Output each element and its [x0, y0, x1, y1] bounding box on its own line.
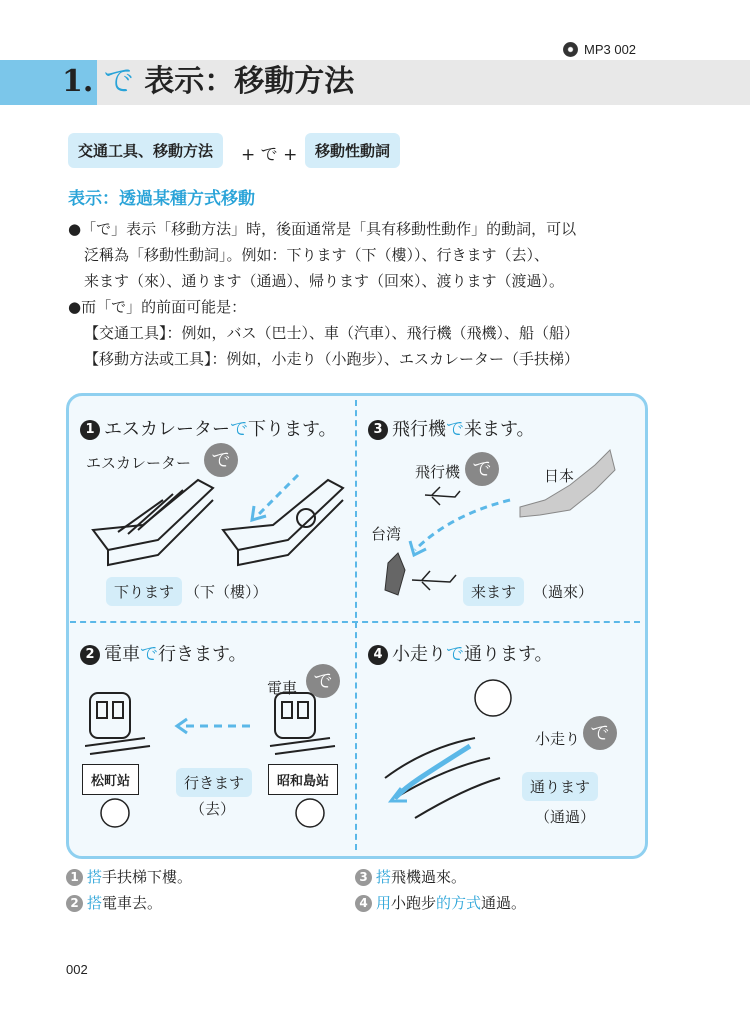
para-line: 【交通工具】：例如，バス（巴士）、車（汽車）、飛行機（飛機）、船（船）	[84, 324, 580, 342]
answer-text: 手扶梯下樓。	[102, 868, 193, 886]
page-number: 002	[66, 962, 88, 977]
number-badge: 1	[80, 420, 100, 440]
run-label: 小走り	[535, 730, 581, 748]
train-label: 電車	[267, 679, 298, 697]
title-number: 1.	[62, 64, 94, 99]
phrase: 電車	[104, 644, 140, 665]
number-badge: 3	[368, 420, 388, 440]
phrase: 下ります。	[248, 419, 337, 440]
de-badge: で	[583, 716, 617, 750]
title-text: 表示：移動方法	[144, 64, 355, 99]
de-badge: で	[465, 452, 499, 486]
answer-4	[355, 892, 526, 913]
phrase: 来ます。	[464, 419, 535, 440]
verb-box: 下ります	[106, 577, 182, 606]
answer-highlight: 搭	[87, 894, 103, 912]
para-line: 泛稱為「移動性動詞」。例如：下ります（下（樓））、行きます（去）、	[84, 246, 550, 264]
answer-text: 通過。	[481, 894, 527, 912]
verb-box: 行きます	[176, 768, 252, 797]
answer-highlight: 搭	[87, 868, 103, 886]
answer-3	[355, 866, 466, 887]
example-4-title	[368, 640, 553, 666]
subheading: 表示：透過某種方式移動	[68, 189, 255, 209]
airplane-label: 飛行機	[415, 463, 461, 481]
formula-right: 移動性動詞	[305, 133, 400, 168]
number-badge: 2	[80, 645, 100, 665]
divider-vertical	[355, 400, 357, 850]
title-de: で	[103, 64, 134, 99]
answer-text: 小跑步	[391, 894, 437, 912]
station-a: 松町站	[82, 764, 139, 795]
answer-number: 2	[66, 895, 83, 912]
de-badge: で	[306, 664, 340, 698]
answer-text: 電車去。	[102, 894, 163, 912]
example-2-title	[80, 640, 247, 666]
example-1-title	[80, 415, 337, 441]
translation: （下（樓））	[185, 583, 268, 601]
answer-highlight: 的方式	[436, 894, 482, 912]
phrase: 小走り	[392, 644, 446, 665]
verb-box: 来ます	[463, 577, 524, 606]
translation: （過來）	[533, 583, 594, 601]
answer-number: 1	[66, 869, 83, 886]
phrase: エスカレーター	[104, 419, 230, 440]
verb-box: 通ります	[522, 772, 598, 801]
answer-text: 飛機過來。	[391, 868, 467, 886]
formula-left: 交通工具、移動方法	[68, 133, 223, 168]
taiwan-label: 台湾	[371, 525, 402, 543]
particle-de: で	[140, 644, 158, 665]
answer-number: 4	[355, 895, 372, 912]
station-b: 昭和島站	[268, 764, 338, 795]
phrase: 行きます。	[158, 644, 247, 665]
answer-2	[66, 892, 162, 913]
page-title	[62, 62, 354, 102]
particle-de: で	[446, 419, 464, 440]
translation: （通過）	[535, 808, 596, 826]
example-3-title	[368, 415, 535, 441]
escalator-label: エスカレーター	[86, 454, 192, 472]
train-illustration	[85, 688, 345, 758]
plus-sign: +	[283, 145, 298, 165]
para-line: 【移動方法或工具】：例如，小走り（小跑步）、エスカレーター（手扶梯）	[84, 350, 580, 368]
de-badge: で	[204, 443, 238, 477]
mp3-track: MP3 002	[584, 42, 637, 57]
para-line: 来ます（來）、通ります（通過）、帰ります（回來）、渡ります（渡過）。	[84, 272, 565, 290]
answer-highlight: 搭	[376, 868, 392, 886]
plus-sign: +	[241, 145, 256, 165]
number-badge: 4	[368, 645, 388, 665]
answer-number: 3	[355, 869, 372, 886]
formula-plus-1	[241, 140, 297, 165]
particle-de: で	[230, 419, 248, 440]
answer-highlight: 用	[376, 894, 392, 912]
phrase: 通ります。	[464, 644, 553, 665]
phrase: 飛行機	[392, 419, 446, 440]
para-line: ●「で」表示「移動方法」時，後面通常是「具有移動性動作」的動詞，可以	[68, 220, 577, 238]
particle-de: で	[446, 644, 464, 665]
japan-label: 日本	[544, 467, 575, 485]
faces-illustration	[100, 795, 340, 835]
para-line: ●而「で」的前面可能是：	[68, 298, 247, 316]
divider-horizontal	[70, 621, 640, 623]
running-illustration	[375, 668, 575, 828]
translation: （去）	[190, 800, 236, 818]
answer-1	[66, 866, 192, 887]
mp3-label	[563, 42, 636, 57]
formula-de: で	[260, 145, 278, 165]
escalator-illustration	[88, 470, 348, 570]
cd-icon	[563, 42, 578, 57]
